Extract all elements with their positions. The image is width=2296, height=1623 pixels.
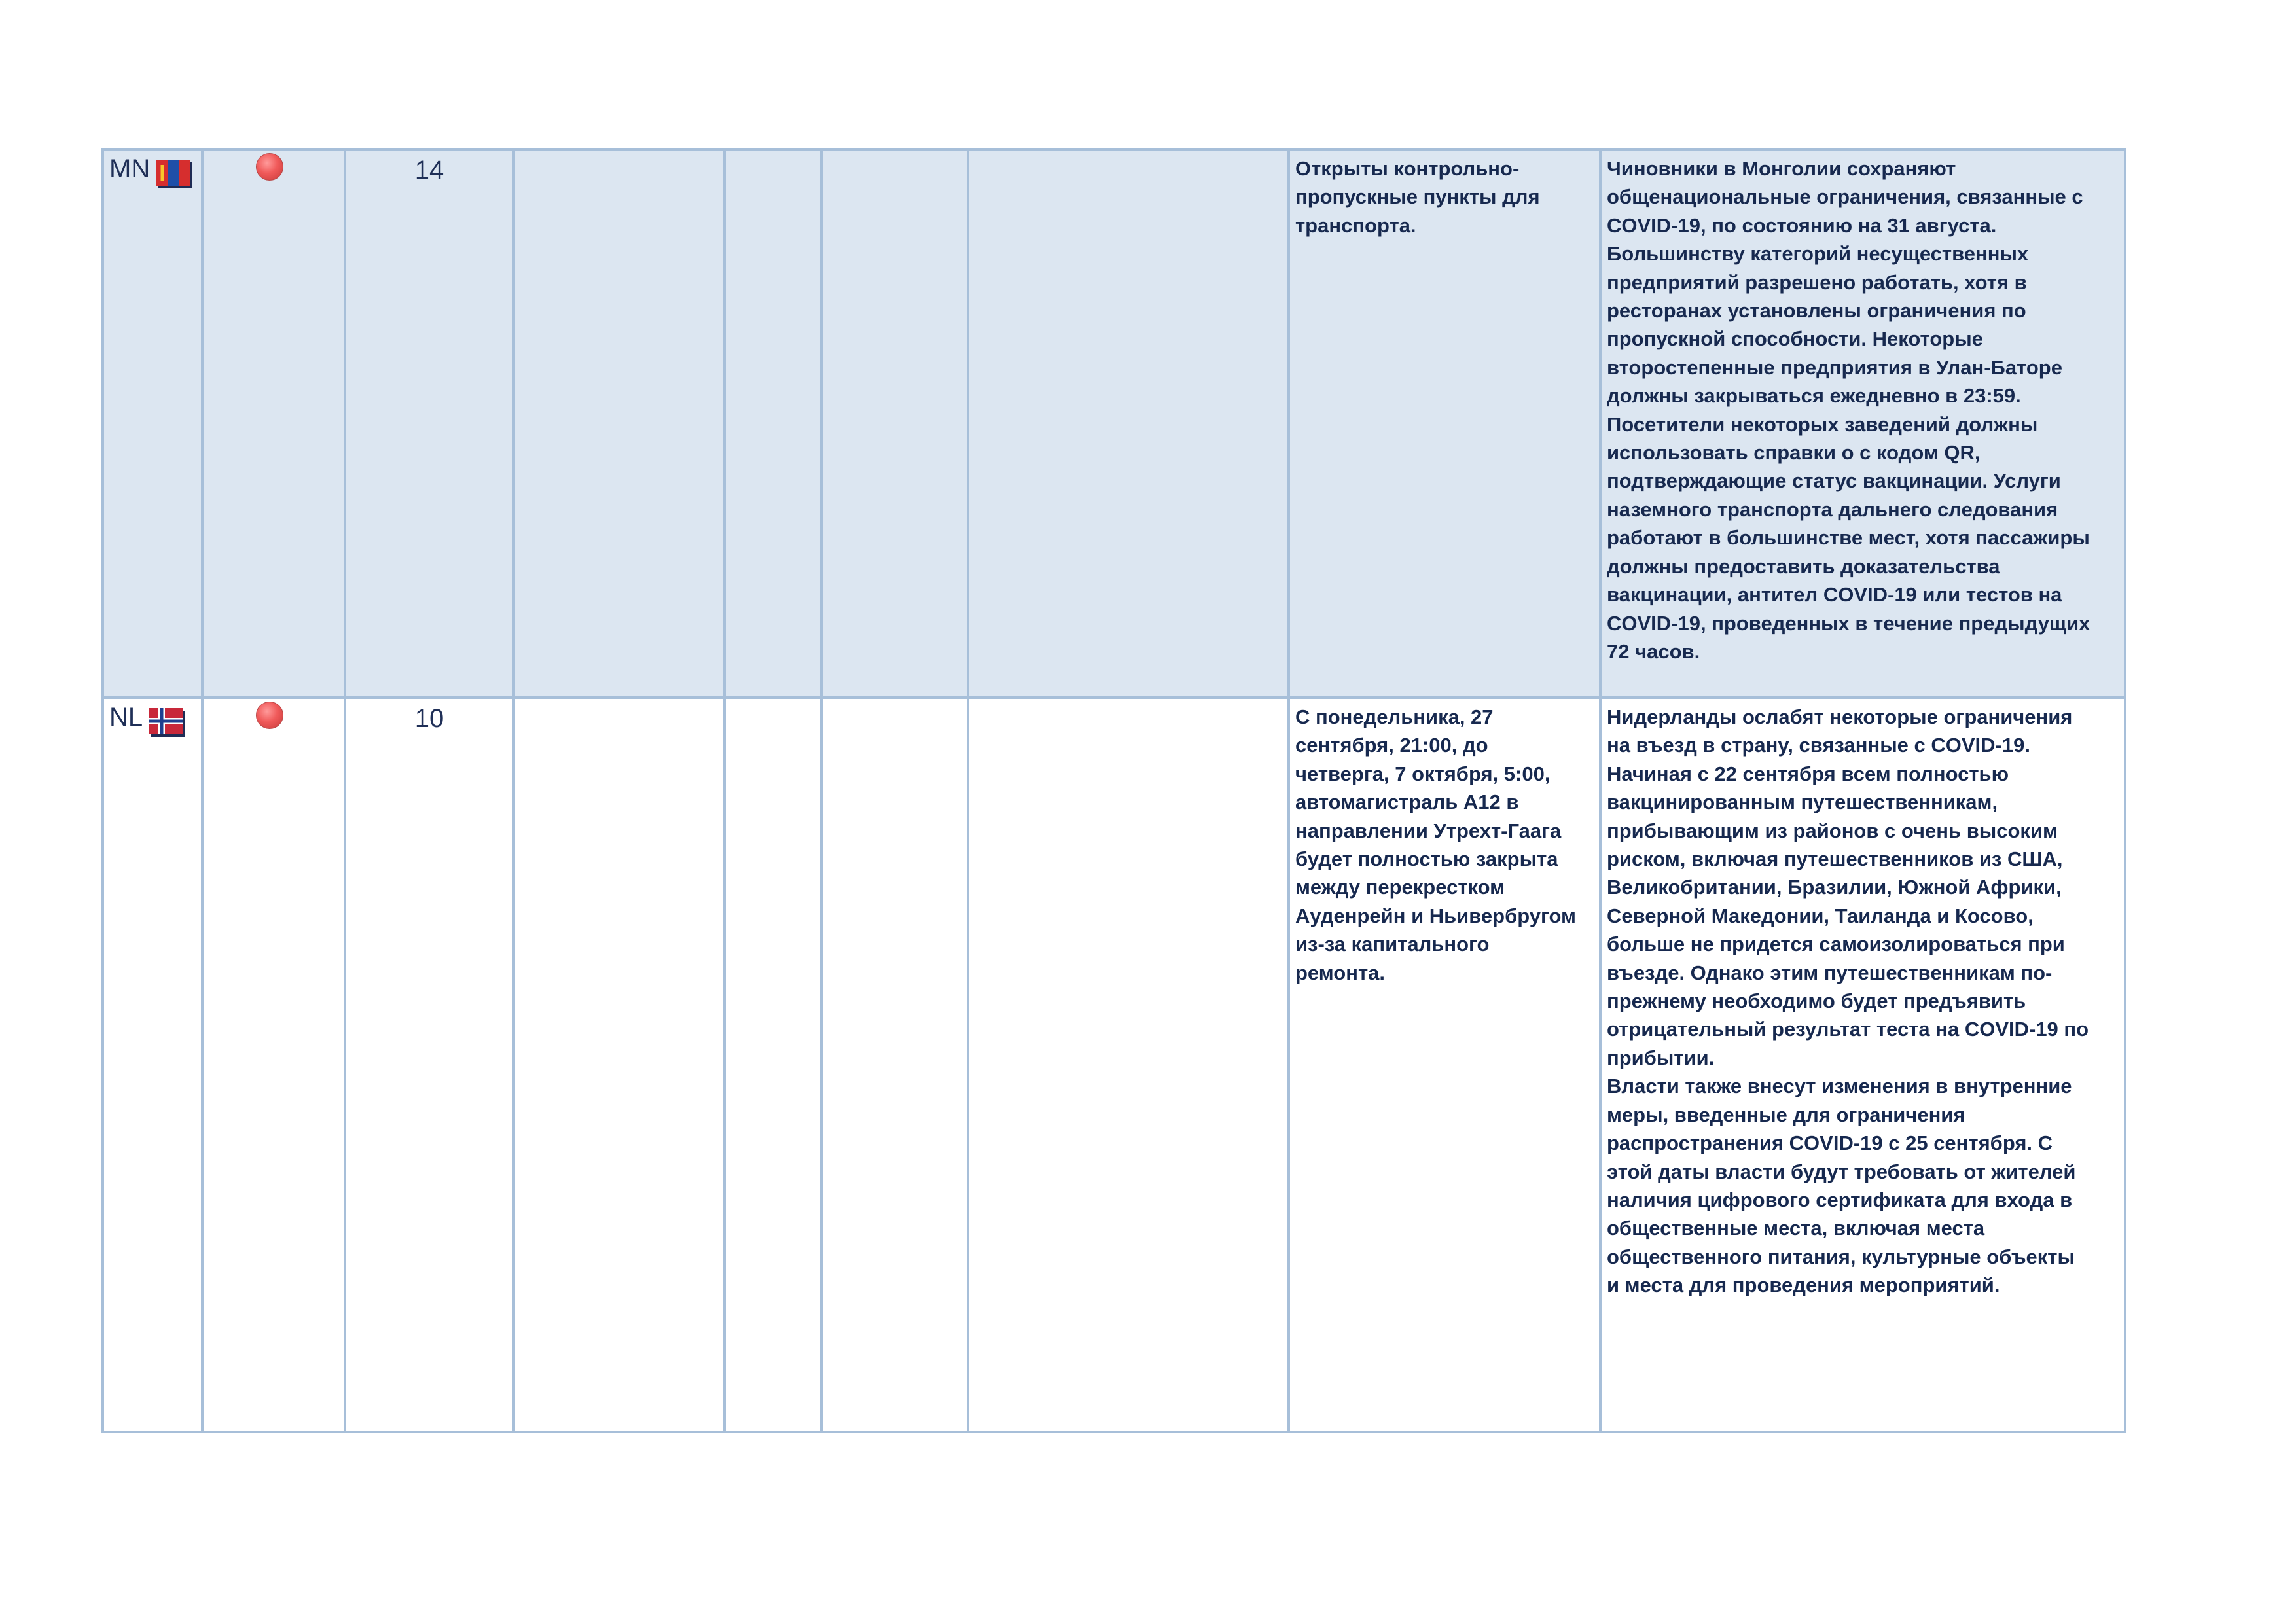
empty-cell xyxy=(725,698,821,1432)
empty-cell xyxy=(821,149,968,698)
number-cell xyxy=(345,149,514,698)
empty-cell xyxy=(725,149,821,698)
country-restrictions-table xyxy=(101,148,2126,1433)
row-number: 14 xyxy=(414,156,444,185)
details-text: Чиновники в Монголии сохраняют общенациональные ограничения, связанные с COVID-19, по состоянию на 31 августа. Большинству категорий несущественных предприятий разрешено работать, хотя в ресторанах установлены ограничения по пропускной способности. Некоторые второстепенные предприятия в Улан-Баторе должны закрываться ежедневно в 23:59. Посетители некоторых заведений должны использовать справки о с кодом QR, подтверждающие статус вакцинации. Услуги наземного транспорта дальнего следования работают в большинстве мест, хотя пассажиры должны предоставить доказательства вакцинации, антител COVID-19 или тестов на COVID-19, проведенных в течение предыдущих 72 часов. xyxy=(1607,157,2090,663)
number-cell xyxy=(345,698,514,1432)
country-code: NL xyxy=(109,703,143,732)
row-number: 10 xyxy=(414,704,444,733)
empty-cell xyxy=(821,698,968,1432)
norway-flag-icon xyxy=(149,708,183,734)
country-cell xyxy=(103,149,202,698)
country-cell xyxy=(103,698,202,1432)
mongolia-flag-icon xyxy=(156,160,190,186)
status-cell xyxy=(202,149,345,698)
details-text: Нидерланды ослабят некоторые ограничения на въезд в страну, связанные с COVID-19. Начиная с 22 сентября всем полностью вакцинированным путешественникам, прибывающим из районов с очень высоким риском, включая путешественников из США, Великобритании, Бразилии, Южной Африки, Северной Македонии, Таиланда и Косово, больше не придется самоизолироваться при въезде. Однако этим путешественникам по- прежнему необходимо будет предъявить отрицательный результат теста на COVID-19 по прибытии. Власти также внесут изменения в внутренние меры, введенные для ограничения распространения COVID-19 с 25 сентября. С этой даты власти будут требовать от жителей наличия цифрового сертификата для входа в общественные места, включая места общественного питания, культурные объекты и места для проведения мероприятий. xyxy=(1607,705,2089,1297)
details-cell xyxy=(1600,698,2125,1432)
empty-cell xyxy=(968,149,1289,698)
table-row-mn xyxy=(103,149,2125,698)
empty-cell xyxy=(514,698,725,1432)
transport-text: С понедельника, 27 сентября, 21:00, до четверга, 7 октября, 5:00, автомагистраль A12 в направлении Утрехт-Гаага будет полностью закрыта между перекрестком Ауденрейн и Ньивербругом из-за капитального ремонта. xyxy=(1295,705,1576,984)
details-cell xyxy=(1600,149,2125,698)
status-indicator-icon xyxy=(256,702,283,729)
table-row-nl xyxy=(103,698,2125,1432)
transport-cell xyxy=(1289,149,1600,698)
empty-cell xyxy=(514,149,725,698)
transport-cell xyxy=(1289,698,1600,1432)
status-indicator-icon xyxy=(256,153,283,181)
country-code: MN xyxy=(109,154,151,183)
transport-text: Открыты контрольно- пропускные пункты для транспорта. xyxy=(1295,157,1540,237)
empty-cell xyxy=(968,698,1289,1432)
status-cell xyxy=(202,698,345,1432)
